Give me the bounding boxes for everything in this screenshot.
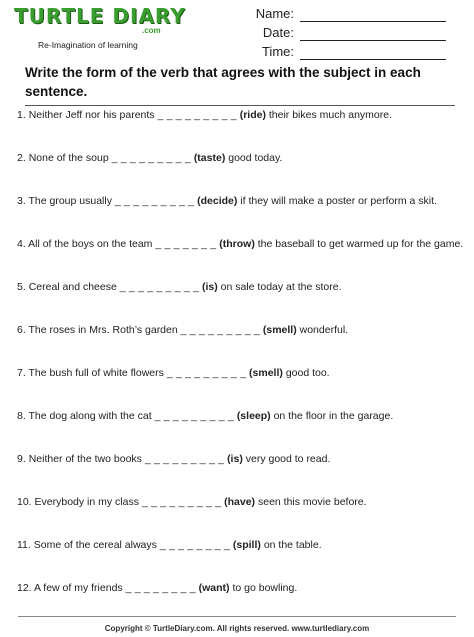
answer-blank[interactable]: _ _ _ _ _ _ _ _ xyxy=(159,539,230,551)
question-10 xyxy=(17,494,467,510)
question-number: 5. xyxy=(17,281,26,293)
verb-hint: (taste) xyxy=(193,152,226,164)
question-text-end: their bikes much anymore. xyxy=(268,109,393,121)
question-text: The bush full of white flowers xyxy=(28,367,164,379)
question-text-end: good too. xyxy=(285,367,330,379)
question-text-end: to go bowling. xyxy=(232,582,298,594)
question-text: Everybody in my class xyxy=(34,496,139,508)
verb-hint: (smell) xyxy=(262,324,297,336)
date-label: Date: xyxy=(262,25,294,40)
question-4 xyxy=(17,236,467,252)
question-1 xyxy=(17,107,467,123)
verb-hint: (is) xyxy=(227,453,243,465)
question-number: 2. xyxy=(17,152,26,164)
question-number: 12. xyxy=(17,582,32,594)
question-number: 7. xyxy=(17,367,26,379)
question-text-end: on the floor in the garage. xyxy=(273,410,394,422)
date-field[interactable] xyxy=(240,24,446,44)
answer-blank[interactable]: _ _ _ _ _ _ _ _ _ xyxy=(154,410,234,422)
question-8 xyxy=(17,408,467,424)
question-text: All of the boys on the team xyxy=(28,238,153,250)
answer-blank[interactable]: _ _ _ _ _ _ _ _ _ xyxy=(114,195,195,207)
logo-suffix: .com xyxy=(142,26,161,35)
question-9 xyxy=(17,451,467,467)
verb-hint: (sleep) xyxy=(236,410,271,422)
time-field[interactable] xyxy=(240,43,446,63)
question-text: The group usually xyxy=(28,195,112,207)
logo-wordmark xyxy=(14,4,186,28)
answer-blank[interactable]: _ _ _ _ _ _ _ _ _ xyxy=(166,367,247,379)
question-number: 9. xyxy=(17,453,26,465)
verb-hint: (spill) xyxy=(232,539,261,551)
instructions: Write the form of the verb that agrees with the subject in each sentence. xyxy=(25,63,455,106)
question-text: Neither of the two books xyxy=(28,453,142,465)
question-11 xyxy=(17,537,467,553)
question-number: 3. xyxy=(17,195,26,207)
verb-hint: (is) xyxy=(201,281,218,293)
verb-hint: (smell) xyxy=(249,367,283,379)
date-line[interactable] xyxy=(300,40,446,41)
verb-hint: (ride) xyxy=(239,109,266,121)
time-label: Time: xyxy=(261,44,294,59)
answer-blank[interactable]: _ _ _ _ _ _ _ _ _ xyxy=(157,109,237,121)
question-text: None of the soup xyxy=(28,152,109,164)
logo-word-diary: DIARY xyxy=(112,4,186,28)
footer-divider xyxy=(18,616,456,617)
answer-blank[interactable]: _ _ _ _ _ _ _ xyxy=(155,238,217,250)
verb-hint: (want) xyxy=(198,582,230,594)
question-number: 11. xyxy=(17,539,31,551)
verb-hint: (decide) xyxy=(197,195,238,207)
question-text-end: very good to read. xyxy=(245,453,331,465)
question-number: 6. xyxy=(17,324,26,336)
question-text: Neither Jeff nor his parents xyxy=(28,109,155,121)
question-text-end: on the table. xyxy=(263,539,322,551)
question-text-end: good today. xyxy=(228,152,283,164)
answer-blank[interactable]: _ _ _ _ _ _ _ _ _ xyxy=(180,324,260,336)
question-text-end: on sale today at the store. xyxy=(220,281,342,293)
question-number: 1. xyxy=(17,109,26,121)
logo-tagline: Re-Imagination of learning xyxy=(38,40,138,50)
answer-blank[interactable]: _ _ _ _ _ _ _ _ _ xyxy=(119,281,200,293)
question-number: 10. xyxy=(17,496,32,508)
answer-blank[interactable]: _ _ _ _ _ _ _ _ _ xyxy=(111,152,191,164)
question-7 xyxy=(17,365,467,381)
question-5 xyxy=(17,279,467,295)
time-line[interactable] xyxy=(300,59,446,60)
answer-blank[interactable]: _ _ _ _ _ _ _ _ xyxy=(125,582,196,594)
question-text-end: if they will make a poster or perform a skit. xyxy=(240,195,437,207)
verb-hint: (throw) xyxy=(219,238,255,250)
copyright-footer: Copyright © TurtleDiary.com. All rights reserved. www.turtlediary.com xyxy=(104,624,370,633)
question-text-end: seen this movie before. xyxy=(257,496,367,508)
question-text: Some of the cereal always xyxy=(33,539,157,551)
question-text: The roses in Mrs. Roth’s garden xyxy=(28,324,178,336)
question-12 xyxy=(17,580,467,596)
answer-blank[interactable]: _ _ _ _ _ _ _ _ _ xyxy=(141,496,222,508)
name-field[interactable] xyxy=(240,5,446,25)
question-text: The dog along with the cat xyxy=(28,410,152,422)
answer-blank[interactable]: _ _ _ _ _ _ _ _ _ xyxy=(144,453,225,465)
name-label: Name: xyxy=(255,6,294,21)
question-number: 4. xyxy=(17,238,26,250)
logo-word-turtle: TURTLE xyxy=(14,4,113,28)
question-text: A few of my friends xyxy=(33,582,123,594)
question-text: Cereal and cheese xyxy=(28,281,117,293)
verb-hint: (have) xyxy=(224,496,256,508)
turtle-diary-logo xyxy=(14,4,186,54)
question-number: 8. xyxy=(17,410,26,422)
name-line[interactable] xyxy=(300,21,446,22)
question-text-end: wonderful. xyxy=(299,324,349,336)
question-text-end: the baseball to get warmed up for the game. xyxy=(257,238,464,250)
question-6 xyxy=(17,322,467,338)
question-3 xyxy=(17,193,467,209)
question-2 xyxy=(17,150,467,166)
